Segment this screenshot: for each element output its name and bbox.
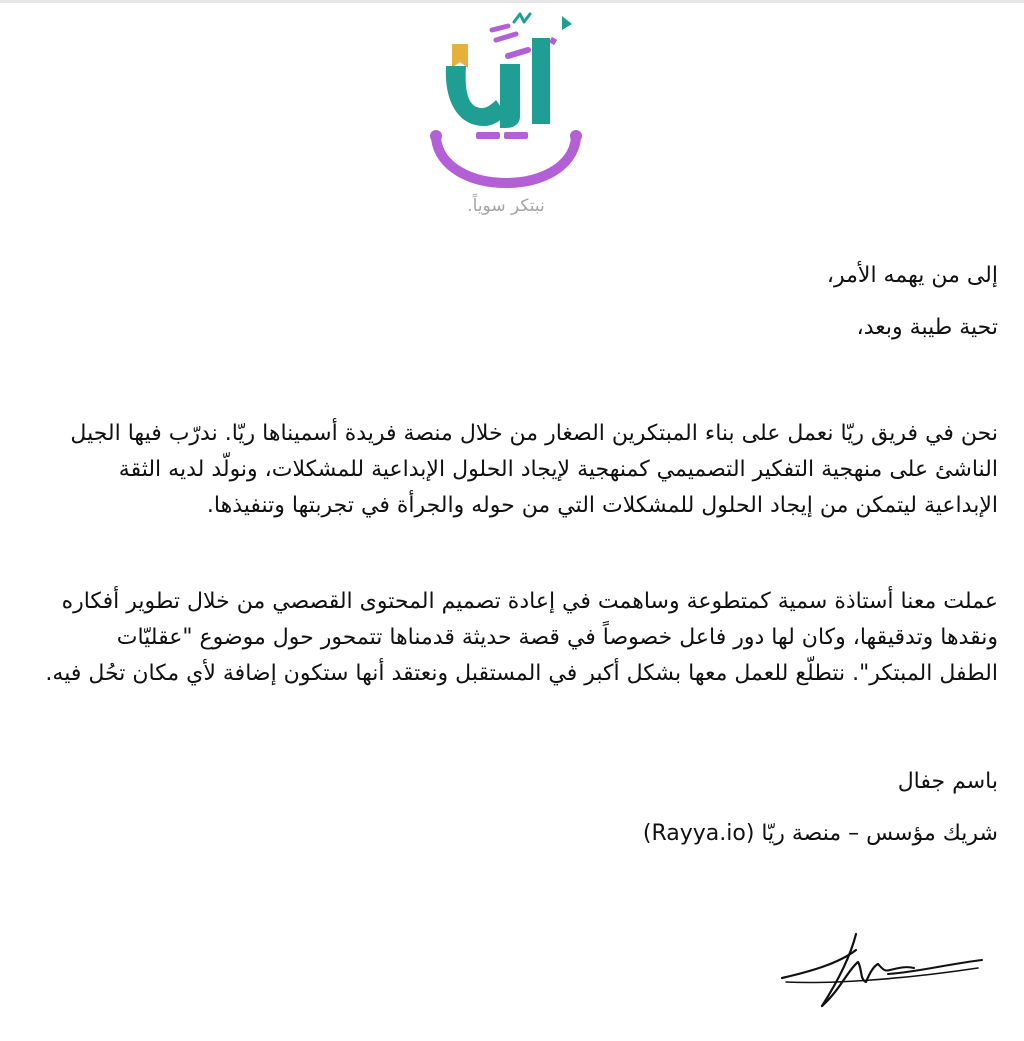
signer-title: شريك مؤسس – منصة ريّا (Rayya.io) [642,821,998,846]
signer-name: باسم جفال [897,769,998,794]
letter-body [18,258,998,852]
letter-paragraph-1 [18,416,998,524]
letter-addressee: إلى من يهمه الأمر، [826,263,998,288]
paragraph-line: عملت معنا أستاذة سمية كمتطوعة وساهمت في إعادة تصميم المحتوى القصصي من خلال تطوير أفكاره [61,589,998,614]
brand-tagline: نبتكر سوياً. [467,196,545,216]
rayya-logo [426,8,586,223]
paragraph-line: نحن في فريق ريّا نعمل على بناء المبتكرين الصغار من خلال منصة فريدة أسميناها ريّا. ندرّب فيها الجيل [70,421,998,446]
handwritten-signature [778,928,986,1012]
paragraph-line: الطفل المبتكر". نتطلّع للعمل معها بشكل أكبر في المستقبل ونعتقد أنها ستكون إضافة لأي مكان تحُل فيه. [45,661,998,686]
page-top-edge [0,0,1024,3]
paragraph-line: الناشئ على منهجية التفكير التصميمي كمنهجية لإيجاد الحلول الإبداعية للمشكلات، ونولّد لديه الثقة [118,457,998,482]
paragraph-line: الإبداعية ليتمكن من إيجاد الحلول للمشكلات التي من حوله والجرأة في تجربتها وتنفيذها. [206,493,998,518]
paragraph-line: ونقدها وتدقيقها، وكان لها دور فاعل خصوصاً في قصة حديثة قدمناها تتمحور حول موضوع "عقليّات [116,625,998,650]
letter-paragraph-2 [18,584,998,692]
letter-greeting: تحية طيبة وبعد، [856,315,998,340]
